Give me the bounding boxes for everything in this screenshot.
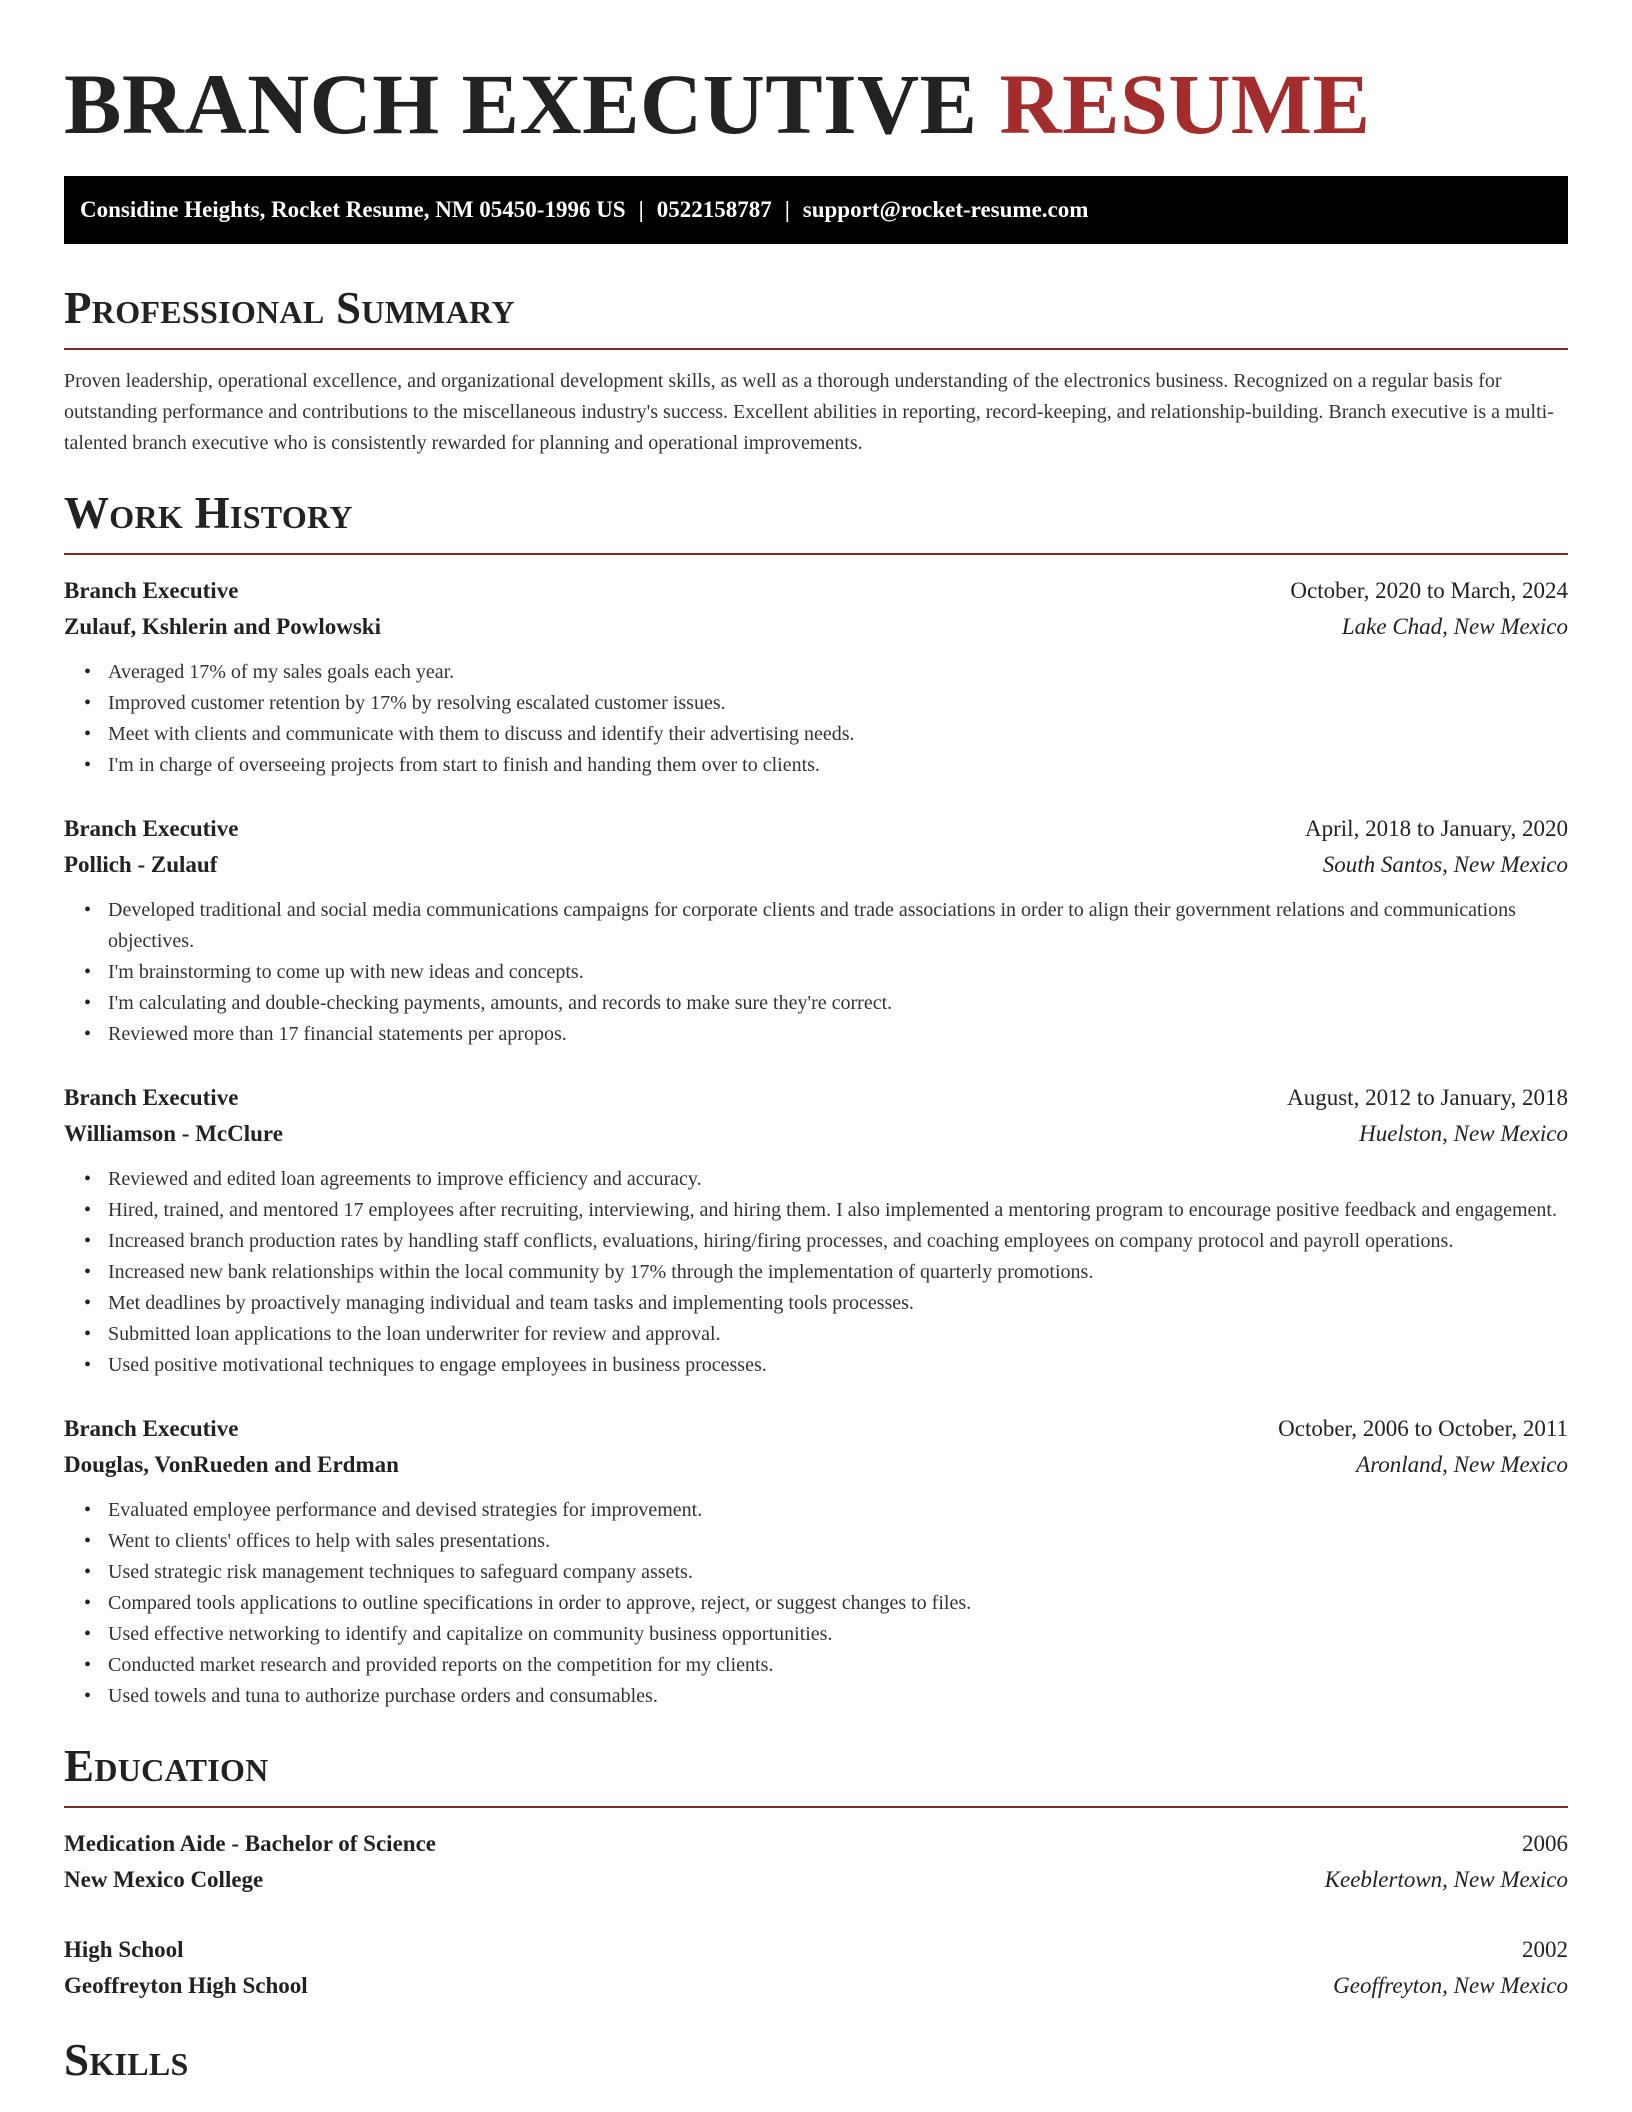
job-entry — [64, 811, 1568, 1050]
job-bullet: • Increased new bank relationships within the local community by 17% through the implementation of quarterly promotions. — [108, 1257, 1568, 1288]
job-bullet: • Evaluated employee performance and devised strategies for improvement. — [108, 1495, 1568, 1526]
contact-separator: | — [784, 197, 790, 222]
job-location: Aronland, New Mexico — [1356, 1452, 1568, 1477]
section-heading-education: Education — [64, 1741, 269, 1791]
job-company: Zulauf, Kshlerin and Powlowski — [64, 614, 381, 639]
work-history-section — [64, 485, 1568, 1712]
job-header-row — [64, 1411, 1568, 1447]
section-divider — [64, 553, 1568, 555]
skills-section — [64, 2032, 1568, 2088]
section-divider — [64, 1806, 1568, 1808]
section-heading-work: Work History — [64, 488, 353, 538]
job-bullet: • Developed traditional and social media communications campaigns for corporate clients and trade associations in order to align their government relations and communications objectives. — [108, 895, 1568, 957]
job-bullet: • Compared tools applications to outline specifications in order to approve, reject, or suggest changes to files. — [108, 1588, 1568, 1619]
education-location: Geoffreyton, New Mexico — [1333, 1973, 1568, 1998]
job-company-row — [64, 1116, 1568, 1152]
education-year: 2006 — [1522, 1831, 1568, 1856]
resume-title — [64, 0, 1568, 154]
job-bullet: • Used towels and tuna to authorize purchase orders and consumables. — [108, 1681, 1568, 1712]
job-location: Lake Chad, New Mexico — [1341, 614, 1568, 639]
job-title: Branch Executive — [64, 1416, 239, 1441]
job-bullet: • Went to clients' offices to help with sales presentations. — [108, 1526, 1568, 1557]
job-header-row — [64, 811, 1568, 847]
job-bullet-list — [64, 1164, 1568, 1381]
job-bullet-list — [64, 1495, 1568, 1712]
job-list — [64, 573, 1568, 1712]
education-entry — [64, 1932, 1568, 2004]
job-bullet: • Improved customer retention by 17% by resolving escalated customer issues. — [108, 688, 1568, 719]
title-main: BRANCH EXECUTIVE — [64, 56, 978, 152]
education-school-row — [64, 1862, 1568, 1898]
education-section — [64, 1738, 1568, 2004]
contact-email[interactable]: support@rocket-resume.com — [802, 197, 1089, 222]
job-entry — [64, 1411, 1568, 1712]
job-dates: October, 2006 to October, 2011 — [1278, 1416, 1568, 1441]
job-bullet: • Meet with clients and communicate with them to discuss and identify their advertising needs. — [108, 719, 1568, 750]
section-heading-summary: Professional Summary — [64, 283, 515, 333]
job-company: Douglas, VonRueden and Erdman — [64, 1452, 399, 1477]
job-title: Branch Executive — [64, 578, 239, 603]
job-bullet: • Hired, trained, and mentored 17 employees after recruiting, interviewing, and hiring them. I also implemented a mentoring program to encourage positive feedback and engagement. — [108, 1195, 1568, 1226]
job-bullet: • Reviewed more than 17 financial statements per apropos. — [108, 1019, 1568, 1050]
education-location: Keeblertown, New Mexico — [1324, 1867, 1568, 1892]
job-bullet: • Used effective networking to identify and capitalize on community business opportunities. — [108, 1619, 1568, 1650]
education-school: Geoffreyton High School — [64, 1973, 308, 1998]
education-year: 2002 — [1522, 1937, 1568, 1962]
title-accent: RESUME — [999, 56, 1371, 152]
job-location: South Santos, New Mexico — [1322, 852, 1568, 877]
education-entry — [64, 1826, 1568, 1898]
education-school: New Mexico College — [64, 1867, 264, 1892]
job-entry — [64, 573, 1568, 781]
job-company-row — [64, 1447, 1568, 1483]
job-dates: October, 2020 to March, 2024 — [1290, 578, 1568, 603]
contact-bar — [64, 176, 1568, 244]
job-dates: April, 2018 to January, 2020 — [1305, 816, 1568, 841]
job-entry — [64, 1080, 1568, 1381]
section-divider — [64, 348, 1568, 350]
job-bullet-list — [64, 895, 1568, 1050]
job-bullet: • Increased branch production rates by handling staff conflicts, evaluations, hiring/firing processes, and coaching employees on company protocol and payroll operations. — [108, 1226, 1568, 1257]
job-bullet: • Conducted market research and provided reports on the competition for my clients. — [108, 1650, 1568, 1681]
summary-text: Proven leadership, operational excellence, and organizational development skills, as well as a thorough understanding of the electronics business. Recognized on a regular basis for outstanding performance and contributions to the miscellaneous industry's success. Excellent abilities in reporting, record-keeping, and relationship-building. Branch executive is a multi-talented branch executive who is consistently rewarded for planning and operational improvements. — [64, 370, 1554, 454]
job-location: Huelston, New Mexico — [1359, 1121, 1568, 1146]
job-bullet: • Submitted loan applications to the loan underwriter for review and approval. — [108, 1319, 1568, 1350]
job-company: Pollich - Zulauf — [64, 852, 218, 877]
job-dates: August, 2012 to January, 2018 — [1287, 1085, 1568, 1110]
job-header-row — [64, 1080, 1568, 1116]
job-bullet: • Met deadlines by proactively managing individual and team tasks and implementing tools processes. — [108, 1288, 1568, 1319]
job-company: Williamson - McClure — [64, 1121, 283, 1146]
job-bullet: • I'm in charge of overseeing projects from start to finish and handing them over to clients. — [108, 750, 1568, 781]
job-title: Branch Executive — [64, 1085, 239, 1110]
job-bullet: • Used strategic risk management techniques to safeguard company assets. — [108, 1557, 1568, 1588]
contact-separator: | — [638, 197, 644, 222]
job-bullet: • Averaged 17% of my sales goals each year. — [108, 657, 1568, 688]
summary-section — [64, 280, 1568, 459]
education-list — [64, 1826, 1568, 2004]
job-bullet-list — [64, 657, 1568, 781]
job-bullet: • I'm calculating and double-checking payments, amounts, and records to make sure they're correct. — [108, 988, 1568, 1019]
education-school-row — [64, 1968, 1568, 2004]
job-bullet: • I'm brainstorming to come up with new ideas and concepts. — [108, 957, 1568, 988]
job-bullet: • Used positive motivational techniques to engage employees in business processes. — [108, 1350, 1568, 1381]
education-header-row — [64, 1826, 1568, 1862]
job-company-row — [64, 847, 1568, 883]
job-bullet: • Reviewed and edited loan agreements to improve efficiency and accuracy. — [108, 1164, 1568, 1195]
section-heading-skills: Skills — [64, 2035, 189, 2085]
education-degree: Medication Aide - Bachelor of Science — [64, 1831, 436, 1856]
education-degree: High School — [64, 1937, 184, 1962]
job-header-row — [64, 573, 1568, 609]
resume-page — [64, 0, 1568, 2088]
contact-phone[interactable]: 0522158787 — [656, 197, 772, 222]
job-title: Branch Executive — [64, 816, 239, 841]
education-header-row — [64, 1932, 1568, 1968]
contact-address: Considine Heights, Rocket Resume, NM 05450-1996 US — [80, 197, 626, 222]
job-company-row — [64, 609, 1568, 645]
